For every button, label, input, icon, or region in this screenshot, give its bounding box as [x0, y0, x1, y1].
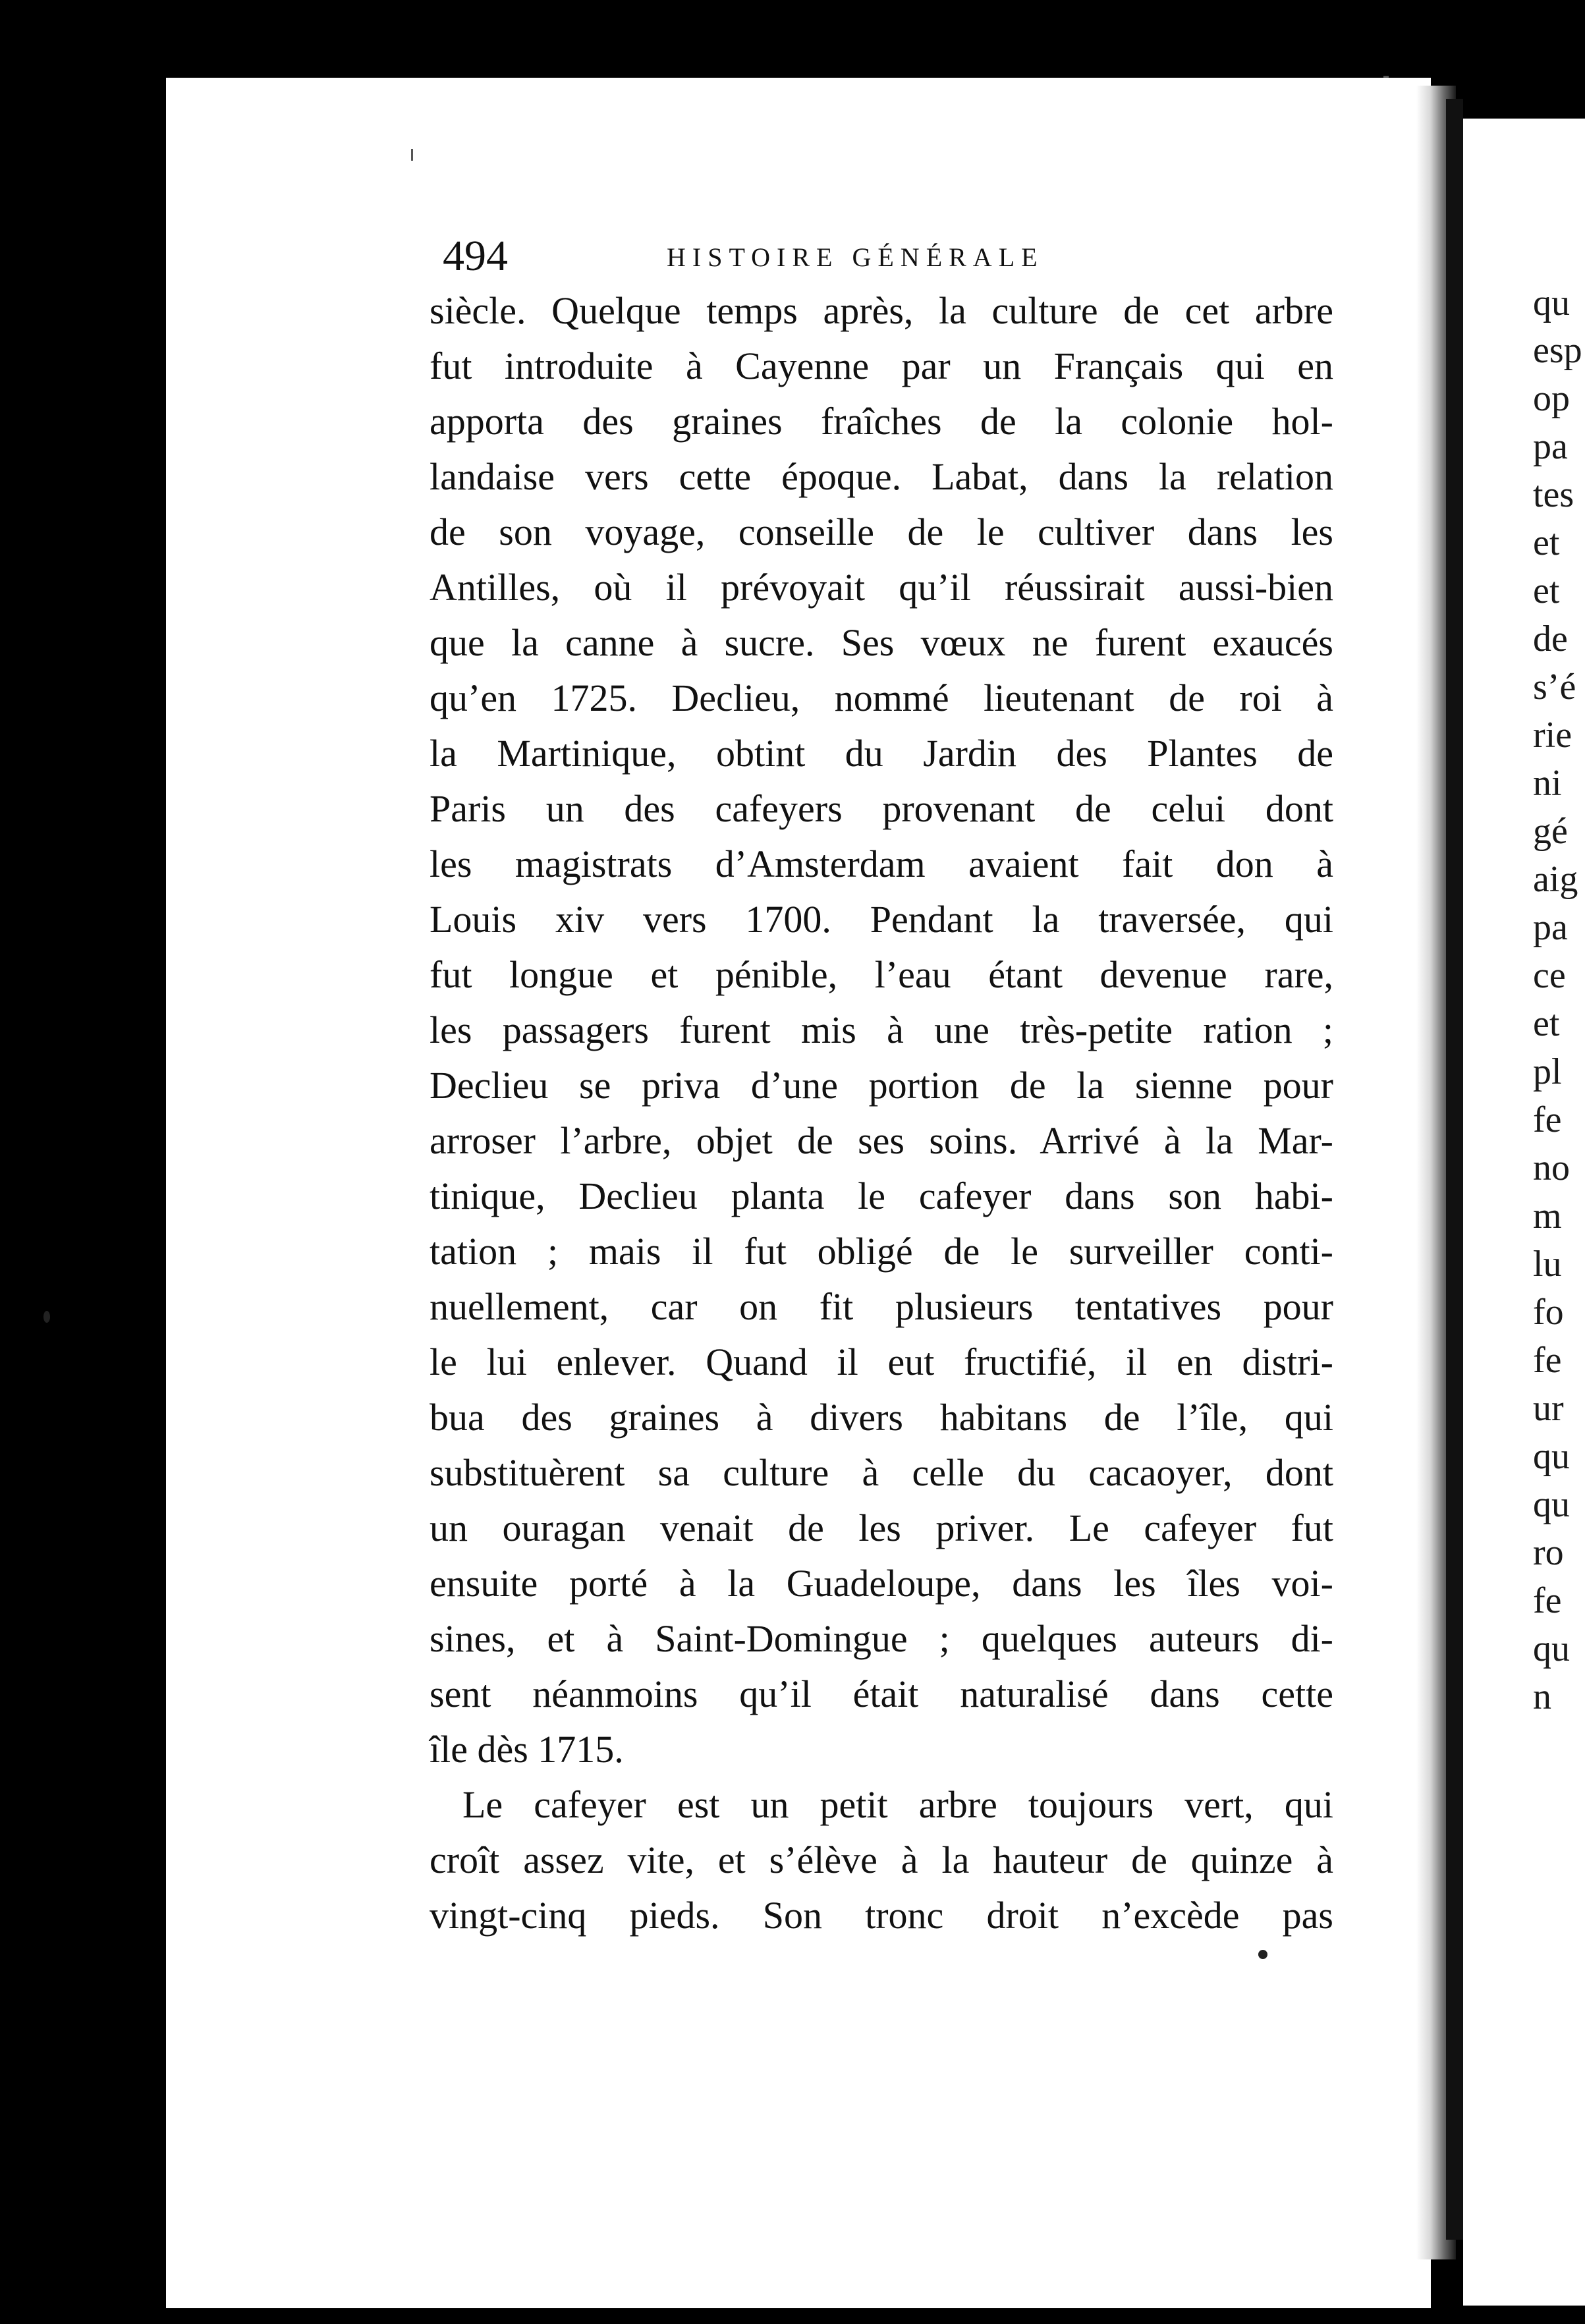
- facing-page-fragment: pl: [1533, 1051, 1562, 1092]
- running-head: HISTOIRE GÉNÉRALE: [667, 242, 1044, 272]
- text-line: fut longue et pénible, l’eau étant devenue rare,: [430, 953, 1333, 996]
- facing-page-fragment: fe: [1533, 1580, 1562, 1621]
- paper-mark: [1383, 76, 1389, 78]
- text-line: la Martinique, obtint du Jardin des Plantes de: [430, 732, 1333, 775]
- text-line: sent néanmoins qu’il était naturalisé dans cette: [430, 1673, 1333, 1715]
- facing-page-fragment: ur: [1533, 1388, 1564, 1429]
- facing-page-fragment: tes: [1533, 474, 1574, 515]
- text-line: bua des graines à divers habitans de l’île, qui: [430, 1396, 1333, 1439]
- facing-page-fragment: no: [1533, 1148, 1570, 1188]
- text-line: fut introduite à Cayenne par un Français qui en: [430, 345, 1333, 387]
- facing-page-fragment: qu: [1533, 1436, 1570, 1477]
- text-line: le lui enlever. Quand il eut fructifié, il en distri-: [430, 1341, 1333, 1383]
- facing-page-fragment: fe: [1533, 1340, 1562, 1381]
- text-line: siècle. Quelque temps après, la culture de cet arbre: [430, 289, 1333, 332]
- facing-page-fragment: qu: [1533, 1628, 1570, 1669]
- text-line: apporta des graines fraîches de la colonie hol-: [430, 400, 1333, 443]
- gutter-shadow: [1446, 99, 1463, 2240]
- text-line: arroser l’arbre, objet de ses soins. Arrivé à la Mar-: [430, 1119, 1333, 1162]
- text-line: Louis xiv vers 1700. Pendant la traversée, qui: [430, 898, 1333, 941]
- facing-page-fragment: gé: [1533, 811, 1568, 852]
- facing-page-fragment: de: [1533, 619, 1568, 659]
- facing-page-edge: [1463, 119, 1585, 2306]
- text-line: les passagers furent mis à une très-petite ration ;: [430, 1009, 1333, 1051]
- ink-speck: [43, 1311, 50, 1323]
- facing-page-fragment: ce: [1533, 955, 1566, 996]
- text-line: Paris un des cafeyers provenant de celui dont: [430, 787, 1333, 830]
- text-line: de son voyage, conseille de le cultiver dans les: [430, 511, 1333, 553]
- text-line: Declieu se priva d’une portion de la sienne pour: [430, 1064, 1333, 1107]
- facing-page-fragment: pa: [1533, 907, 1568, 948]
- facing-page-fragment: fo: [1533, 1292, 1564, 1333]
- text-line: un ouragan venait de les priver. Le cafeyer fut: [430, 1507, 1333, 1549]
- text-line: Antilles, où il prévoyait qu’il réussirait aussi-bien: [430, 566, 1333, 609]
- facing-page-fragment: pa: [1533, 426, 1568, 467]
- facing-page-fragment: qu: [1533, 1484, 1570, 1525]
- facing-page-fragment: n: [1533, 1676, 1551, 1717]
- facing-page-fragment: et: [1533, 570, 1560, 611]
- text-line: sines, et à Saint-Domingue ; quelques auteurs di-: [430, 1617, 1333, 1660]
- text-line: les magistrats d’Amsterdam avaient fait don à: [430, 843, 1333, 885]
- facing-page-fragment: ro: [1533, 1532, 1564, 1573]
- text-line: Le cafeyer est un petit arbre toujours vert, qui: [462, 1783, 1333, 1826]
- text-line: qu’en 1725. Declieu, nommé lieutenant de roi à: [430, 677, 1333, 719]
- facing-page-fragment: fe: [1533, 1099, 1562, 1140]
- facing-page-fragment: rie: [1533, 715, 1572, 756]
- text-line: que la canne à sucre. Ses vœux ne furent exaucés: [430, 621, 1333, 664]
- facing-page-fragment: m: [1533, 1196, 1562, 1236]
- facing-page-fragment: esp: [1533, 330, 1582, 371]
- facing-page-fragment: lu: [1533, 1244, 1562, 1285]
- text-line: landaise vers cette époque. Labat, dans la relation: [430, 455, 1333, 498]
- facing-page-fragment: et: [1533, 1003, 1560, 1044]
- facing-page-fragment: aig: [1533, 859, 1578, 900]
- text-line: tinique, Declieu planta le cafeyer dans son habi-: [430, 1175, 1333, 1217]
- text-line: île dès 1715.: [430, 1728, 624, 1771]
- ink-speck: [1258, 1950, 1267, 1959]
- text-line: croît assez vite, et s’élève à la hauteur de quinze à: [430, 1839, 1333, 1881]
- text-line: tation ; mais il fut obligé de le surveiller conti-: [430, 1230, 1333, 1273]
- facing-page-fragment: qu: [1533, 283, 1570, 323]
- facing-page-fragment: ni: [1533, 763, 1562, 804]
- facing-page-fragment: op: [1533, 378, 1570, 419]
- page-number: 494: [443, 232, 508, 280]
- paper-mark: [411, 149, 413, 161]
- text-line: nuellement, car on fit plusieurs tentatives pour: [430, 1285, 1333, 1328]
- page-header: [443, 230, 1325, 283]
- facing-page-fragment: s’é: [1533, 667, 1576, 707]
- text-line: substituèrent sa culture à celle du cacaoyer, dont: [430, 1451, 1333, 1494]
- text-line: vingt-cinq pieds. Son tronc droit n’excède pas: [430, 1894, 1333, 1937]
- text-line: ensuite porté à la Guadeloupe, dans les îles voi-: [430, 1562, 1333, 1605]
- facing-page-fragment: et: [1533, 522, 1560, 563]
